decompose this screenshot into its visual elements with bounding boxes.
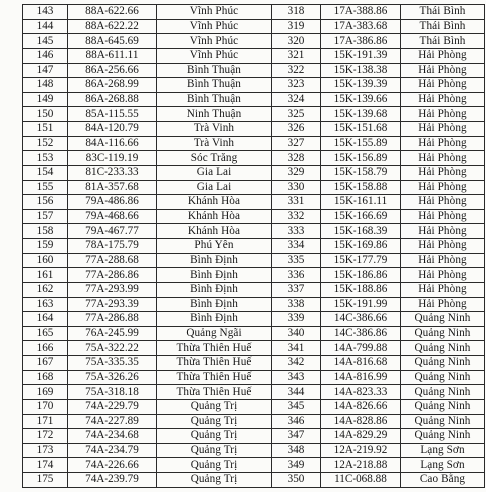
plate-number-right: 15K-158.88 (321, 180, 401, 195)
row-number-left: 160 (23, 253, 68, 268)
table-row (23, 195, 485, 210)
province-left: Sóc Trăng (157, 151, 272, 166)
plate-number-right: 15K-161.11 (321, 195, 401, 210)
province-right: Cao Bằng (401, 473, 485, 488)
province-right: Quảng Ninh (401, 326, 485, 341)
province-left: Khánh Hòa (157, 195, 272, 210)
province-right: Hải Phòng (401, 107, 485, 122)
table-row (23, 78, 485, 93)
plate-number-right: 14A-799.88 (321, 341, 401, 356)
province-right: Quảng Ninh (401, 312, 485, 327)
table-row (23, 151, 485, 166)
province-left: Gia Lai (157, 165, 272, 180)
row-number-left: 174 (23, 458, 68, 473)
plate-number-right: 15K-139.39 (321, 78, 401, 93)
row-number-left: 154 (23, 165, 68, 180)
province-right: Hải Phòng (401, 63, 485, 78)
row-number-left: 173 (23, 443, 68, 458)
province-left: Quảng Trị (157, 399, 272, 414)
province-right: Hải Phòng (401, 180, 485, 195)
table-row (23, 414, 485, 429)
row-number-left: 164 (23, 312, 68, 327)
province-left: Quảng Ngãi (157, 326, 272, 341)
province-left: Khánh Hòa (157, 224, 272, 239)
table-row (23, 326, 485, 341)
plate-number-left: 77A-293.39 (68, 297, 157, 312)
plate-number-left: 86A-268.88 (68, 92, 157, 107)
province-left: Vĩnh Phúc (157, 5, 272, 20)
plate-number-right: 14A-816.99 (321, 370, 401, 385)
plate-number-right: 14C-386.66 (321, 312, 401, 327)
plate-number-left: 81A-357.68 (68, 180, 157, 195)
table-row (23, 429, 485, 444)
row-number-right: 333 (272, 224, 321, 239)
plate-number-left: 88A-622.66 (68, 5, 157, 20)
province-right: Hải Phòng (401, 297, 485, 312)
province-left: Bình Định (157, 297, 272, 312)
table-row (23, 136, 485, 151)
table-row (23, 312, 485, 327)
plate-number-left: 77A-286.88 (68, 312, 157, 327)
row-number-right: 337 (272, 282, 321, 297)
plate-number-right: 15K-155.89 (321, 136, 401, 151)
row-number-left: 170 (23, 399, 68, 414)
plate-number-right: 15K-151.68 (321, 122, 401, 137)
plate-number-right: 17A-388.86 (321, 5, 401, 20)
plate-number-left: 83C-119.19 (68, 151, 157, 166)
plate-number-left: 77A-293.99 (68, 282, 157, 297)
row-number-left: 151 (23, 122, 68, 137)
province-left: Quảng Trị (157, 414, 272, 429)
plate-number-right: 14A-829.29 (321, 429, 401, 444)
plate-number-right: 15K-186.86 (321, 268, 401, 283)
province-right: Quảng Ninh (401, 341, 485, 356)
plate-number-left: 74A-234.79 (68, 443, 157, 458)
province-left: Bình Định (157, 253, 272, 268)
province-left: Bình Định (157, 268, 272, 283)
plate-number-right: 15K-191.99 (321, 297, 401, 312)
plate-number-right: 11C-068.88 (321, 473, 401, 488)
table-row (23, 282, 485, 297)
province-left: Gia Lai (157, 180, 272, 195)
plate-number-left: 79A-486.86 (68, 195, 157, 210)
province-right: Quảng Ninh (401, 385, 485, 400)
province-left: Quảng Trị (157, 473, 272, 488)
row-number-left: 152 (23, 136, 68, 151)
province-right: Hải Phòng (401, 165, 485, 180)
row-number-right: 349 (272, 458, 321, 473)
row-number-left: 166 (23, 341, 68, 356)
row-number-right: 326 (272, 122, 321, 137)
license-plate-table (22, 4, 485, 488)
plate-number-right: 15K-177.79 (321, 253, 401, 268)
table-row (23, 356, 485, 371)
table-row (23, 473, 485, 488)
province-left: Quảng Trị (157, 443, 272, 458)
table-row (23, 443, 485, 458)
plate-number-left: 74A-229.79 (68, 399, 157, 414)
table-row (23, 165, 485, 180)
table-row (23, 253, 485, 268)
plate-number-left: 77A-286.86 (68, 268, 157, 283)
row-number-left: 175 (23, 473, 68, 488)
plate-number-left: 75A-322.22 (68, 341, 157, 356)
plate-number-right: 17A-383.68 (321, 19, 401, 34)
row-number-right: 319 (272, 19, 321, 34)
row-number-left: 144 (23, 19, 68, 34)
row-number-right: 339 (272, 312, 321, 327)
plate-number-left: 75A-326.26 (68, 370, 157, 385)
plate-number-right: 15K-169.86 (321, 239, 401, 254)
plate-number-right: 15K-166.69 (321, 209, 401, 224)
row-number-right: 321 (272, 48, 321, 63)
row-number-left: 172 (23, 429, 68, 444)
row-number-left: 145 (23, 34, 68, 49)
plate-number-right: 15K-139.68 (321, 107, 401, 122)
row-number-left: 159 (23, 239, 68, 254)
province-left: Quảng Trị (157, 458, 272, 473)
province-right: Hải Phòng (401, 224, 485, 239)
plate-number-left: 84A-120.79 (68, 122, 157, 137)
province-left: Thừa Thiên Huế (157, 385, 272, 400)
row-number-left: 153 (23, 151, 68, 166)
plate-number-right: 14A-823.33 (321, 385, 401, 400)
plate-number-left: 74A-239.79 (68, 473, 157, 488)
plate-number-left: 74A-226.66 (68, 458, 157, 473)
province-right: Hải Phòng (401, 239, 485, 254)
row-number-left: 149 (23, 92, 68, 107)
province-right: Quảng Ninh (401, 429, 485, 444)
table-row (23, 239, 485, 254)
row-number-right: 334 (272, 239, 321, 254)
province-left: Vĩnh Phúc (157, 19, 272, 34)
plate-number-left: 86A-256.66 (68, 63, 157, 78)
table-row (23, 107, 485, 122)
province-right: Hải Phòng (401, 268, 485, 283)
province-left: Trà Vinh (157, 122, 272, 137)
plate-number-left: 86A-268.99 (68, 78, 157, 93)
plate-number-right: 15K-158.79 (321, 165, 401, 180)
row-number-left: 165 (23, 326, 68, 341)
row-number-left: 156 (23, 195, 68, 210)
row-number-left: 148 (23, 78, 68, 93)
province-right: Hải Phòng (401, 151, 485, 166)
row-number-right: 335 (272, 253, 321, 268)
province-right: Quảng Ninh (401, 399, 485, 414)
row-number-left: 168 (23, 370, 68, 385)
province-right: Hải Phòng (401, 78, 485, 93)
province-left: Trà Vinh (157, 136, 272, 151)
province-right: Hải Phòng (401, 253, 485, 268)
plate-number-right: 15K-188.86 (321, 282, 401, 297)
table-row (23, 34, 485, 49)
plate-number-left: 75A-318.18 (68, 385, 157, 400)
plate-number-left: 79A-467.77 (68, 224, 157, 239)
plate-number-left: 88A-611.11 (68, 48, 157, 63)
plate-number-right: 14C-386.86 (321, 326, 401, 341)
table-row (23, 122, 485, 137)
province-left: Quảng Trị (157, 429, 272, 444)
table-row (23, 341, 485, 356)
province-right: Hải Phòng (401, 122, 485, 137)
plate-number-right: 15K-156.89 (321, 151, 401, 166)
table-row (23, 92, 485, 107)
plate-number-right: 12A-218.88 (321, 458, 401, 473)
plate-number-left: 84A-116.66 (68, 136, 157, 151)
table-row (23, 209, 485, 224)
plate-number-right: 15K-139.66 (321, 92, 401, 107)
table-row (23, 48, 485, 63)
province-left: Thừa Thiên Huế (157, 356, 272, 371)
province-right: Lạng Sơn (401, 443, 485, 458)
row-number-right: 347 (272, 429, 321, 444)
row-number-right: 323 (272, 78, 321, 93)
row-number-right: 341 (272, 341, 321, 356)
plate-number-right: 14A-828.86 (321, 414, 401, 429)
plate-number-left: 74A-234.68 (68, 429, 157, 444)
province-right: Lạng Sơn (401, 458, 485, 473)
row-number-right: 327 (272, 136, 321, 151)
province-right: Hải Phòng (401, 92, 485, 107)
province-right: Thái Bình (401, 34, 485, 49)
plate-number-right: 12A-219.92 (321, 443, 401, 458)
province-right: Quảng Ninh (401, 370, 485, 385)
province-left: Phú Yên (157, 239, 272, 254)
row-number-left: 150 (23, 107, 68, 122)
province-left: Bình Định (157, 282, 272, 297)
row-number-left: 161 (23, 268, 68, 283)
province-left: Thừa Thiên Huế (157, 370, 272, 385)
row-number-right: 325 (272, 107, 321, 122)
plate-number-left: 88A-622.22 (68, 19, 157, 34)
row-number-right: 332 (272, 209, 321, 224)
province-left: Vĩnh Phúc (157, 34, 272, 49)
table-row (23, 63, 485, 78)
table-row (23, 297, 485, 312)
row-number-right: 330 (272, 180, 321, 195)
plate-number-left: 79A-468.66 (68, 209, 157, 224)
row-number-right: 329 (272, 165, 321, 180)
province-right: Thái Bình (401, 5, 485, 20)
table-row (23, 268, 485, 283)
plate-number-right: 15K-138.38 (321, 63, 401, 78)
row-number-left: 169 (23, 385, 68, 400)
province-right: Quảng Ninh (401, 414, 485, 429)
row-number-right: 346 (272, 414, 321, 429)
row-number-right: 344 (272, 385, 321, 400)
plate-number-right: 14A-826.66 (321, 399, 401, 414)
row-number-right: 331 (272, 195, 321, 210)
row-number-right: 342 (272, 356, 321, 371)
row-number-left: 157 (23, 209, 68, 224)
plate-number-left: 78A-175.79 (68, 239, 157, 254)
province-left: Bình Thuận (157, 92, 272, 107)
table-row (23, 5, 485, 20)
province-left: Thừa Thiên Huế (157, 341, 272, 356)
plate-number-left: 81C-233.33 (68, 165, 157, 180)
row-number-left: 167 (23, 356, 68, 371)
province-left: Ninh Thuận (157, 107, 272, 122)
row-number-right: 343 (272, 370, 321, 385)
table-row (23, 385, 485, 400)
province-right: Hải Phòng (401, 48, 485, 63)
table-row (23, 224, 485, 239)
province-left: Bình Định (157, 312, 272, 327)
row-number-left: 158 (23, 224, 68, 239)
row-number-left: 147 (23, 63, 68, 78)
row-number-left: 155 (23, 180, 68, 195)
row-number-right: 324 (272, 92, 321, 107)
table-row (23, 19, 485, 34)
row-number-right: 328 (272, 151, 321, 166)
row-number-left: 163 (23, 297, 68, 312)
row-number-right: 336 (272, 268, 321, 283)
row-number-right: 320 (272, 34, 321, 49)
plate-number-right: 17A-386.86 (321, 34, 401, 49)
table-row (23, 370, 485, 385)
table-row (23, 399, 485, 414)
province-right: Hải Phòng (401, 136, 485, 151)
table-row (23, 180, 485, 195)
plate-number-left: 76A-245.99 (68, 326, 157, 341)
row-number-left: 171 (23, 414, 68, 429)
province-left: Bình Thuận (157, 78, 272, 93)
province-right: Quảng Ninh (401, 356, 485, 371)
province-right: Hải Phòng (401, 195, 485, 210)
row-number-right: 318 (272, 5, 321, 20)
plate-number-left: 74A-227.89 (68, 414, 157, 429)
row-number-right: 348 (272, 443, 321, 458)
row-number-left: 162 (23, 282, 68, 297)
plate-number-left: 77A-288.68 (68, 253, 157, 268)
province-left: Bình Thuận (157, 63, 272, 78)
province-left: Vĩnh Phúc (157, 48, 272, 63)
plate-number-left: 88A-645.69 (68, 34, 157, 49)
plate-number-right: 15K-191.39 (321, 48, 401, 63)
table-body (23, 5, 485, 488)
row-number-left: 146 (23, 48, 68, 63)
row-number-right: 340 (272, 326, 321, 341)
row-number-left: 143 (23, 5, 68, 20)
plate-number-left: 75A-335.35 (68, 356, 157, 371)
province-right: Hải Phòng (401, 209, 485, 224)
table-row (23, 458, 485, 473)
row-number-right: 338 (272, 297, 321, 312)
plate-number-left: 85A-115.55 (68, 107, 157, 122)
row-number-right: 345 (272, 399, 321, 414)
plate-number-right: 14A-816.68 (321, 356, 401, 371)
province-right: Hải Phòng (401, 282, 485, 297)
plate-number-right: 15K-168.39 (321, 224, 401, 239)
row-number-right: 322 (272, 63, 321, 78)
row-number-right: 350 (272, 473, 321, 488)
province-right: Thái Bình (401, 19, 485, 34)
province-left: Khánh Hòa (157, 209, 272, 224)
